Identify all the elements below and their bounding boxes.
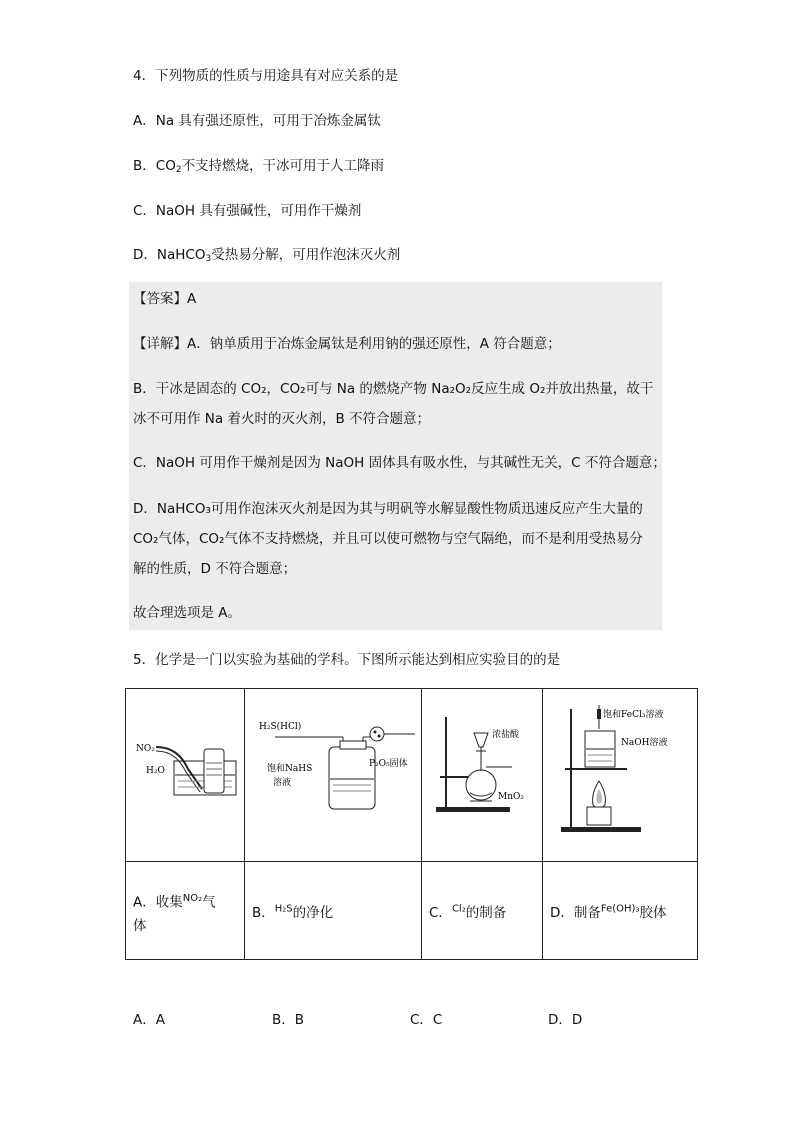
- q4-option-d-sub: 3: [205, 254, 212, 264]
- figure-d-colloid-apparatus: [543, 689, 697, 857]
- answer-box: [129, 282, 666, 630]
- figure-c-label-acid: 浓盐酸: [492, 730, 520, 740]
- q4-option-d: [133, 246, 400, 268]
- caption-d-formula: Fe(OH)₃: [600, 903, 640, 914]
- q4-option-d-pre: D．NaHCO: [133, 247, 206, 263]
- figure-d-cell: [543, 689, 698, 862]
- q5-choice-a: A．A: [133, 1012, 165, 1028]
- q5-choice-c: C．C: [410, 1012, 443, 1028]
- answer-detail-a: 【详解】A．钠单质用于冶炼金属钛是利用钠的强还原性，A 符合题意；: [133, 336, 561, 352]
- figure-b-label-solution-2: 溶液: [273, 778, 292, 788]
- caption-b: [245, 862, 422, 960]
- caption-d-prefix: D．制备: [550, 904, 601, 921]
- figure-b-cell: [245, 689, 422, 862]
- caption-a-line1: [133, 885, 244, 917]
- q4-option-c: C．NaOH 具有强碱性，可用作干燥剂: [133, 203, 362, 219]
- figure-c-cell: [422, 689, 543, 862]
- caption-b-formula: H₂S: [274, 903, 293, 914]
- answer-detail-b-line1: B．干冰是固态的 CO₂，CO₂可与 Na 的燃烧产物 Na₂O₂反应生成 O₂并放出热量，故干: [133, 381, 654, 397]
- caption-c-suffix: 的制备: [465, 904, 507, 921]
- answer-detail-d-line2: CO₂气体，CO₂气体不支持燃烧，并且可以使可燃物与空气隔绝，而不是利用受热易分: [133, 531, 643, 547]
- answer-detail-c: C．NaOH 可用作干燥剂是因为 NaOH 固体具有吸水性，与其碱性无关，C 不符合题意；: [133, 455, 666, 471]
- answer-detail-b-line2: 冰不可用作 Na 着火时的灭火剂，B 不符合题意；: [133, 411, 431, 427]
- figure-b-gas-washing-bottle: [245, 689, 421, 857]
- answer-conclusion: 故合理选项是 A。: [133, 605, 242, 621]
- q4-option-b-pre: B．CO: [133, 158, 176, 174]
- figure-a-label-no2: NO₂: [136, 744, 155, 754]
- figure-b-label-solid: P₂O₅固体: [369, 759, 408, 769]
- caption-b-suffix: 的净化: [292, 904, 334, 921]
- q4-stem: 4．下列物质的性质与用途具有对应关系的是: [133, 68, 399, 84]
- figure-c-chlorine-apparatus: [422, 689, 542, 857]
- figure-b-label-solution-1: 饱和NaHS: [267, 764, 313, 774]
- answer-detail-d-line3: 解的性质，D 不符合题意；: [133, 561, 297, 577]
- figure-a-label-water: H₂O: [146, 766, 165, 776]
- caption-d-suffix: 胶体: [639, 904, 667, 921]
- caption-d: [543, 862, 698, 960]
- caption-c-prefix: C．: [429, 904, 452, 921]
- q4-option-a: A．Na 具有强还原性，可用于冶炼金属钛: [133, 113, 381, 129]
- caption-a-prefix: A．收集: [133, 894, 183, 911]
- figure-b-label-gas: H₂S(HCl): [259, 722, 302, 732]
- q4-option-b-sub: 2: [175, 165, 182, 175]
- q5-choice-b: B．B: [272, 1012, 305, 1028]
- caption-c-formula: Cl₂: [451, 903, 466, 914]
- q5-stem: 5．化学是一门以实验为基础的学科。下图所示能达到相应实验目的的是: [133, 652, 561, 668]
- figure-d-label-fecl3: 饱和FeCl₃溶液: [603, 710, 664, 720]
- caption-a-line2: 体: [133, 918, 147, 935]
- answer-label: 【答案】A: [133, 291, 197, 307]
- caption-a-suffix: 气: [202, 894, 216, 911]
- q5-choice-d: D．D: [548, 1012, 583, 1028]
- answer-detail-d-line1: D．NaHCO₃可用作泡沫灭火剂是因为其与明矾等水解显酸性物质迅速反应产生大量的: [133, 501, 643, 517]
- caption-b-prefix: B．: [252, 904, 275, 921]
- experiment-table: [125, 688, 698, 960]
- figure-c-label-mno2: MnO₂: [498, 792, 524, 802]
- figure-a-cell: [126, 689, 245, 862]
- caption-a-formula: NO₂: [182, 892, 203, 904]
- q4-option-d-post: 受热易分解，可用作泡沫灭火剂: [211, 247, 401, 263]
- figure-a-no2-collection: [126, 689, 244, 857]
- q4-option-b-post: 不支持燃烧，干冰可用于人工降雨: [181, 158, 385, 174]
- caption-c: [422, 862, 543, 960]
- q4-option-b: [133, 157, 384, 179]
- figure-d-label-naoh: NaOH溶液: [621, 738, 668, 748]
- caption-a: [126, 862, 245, 960]
